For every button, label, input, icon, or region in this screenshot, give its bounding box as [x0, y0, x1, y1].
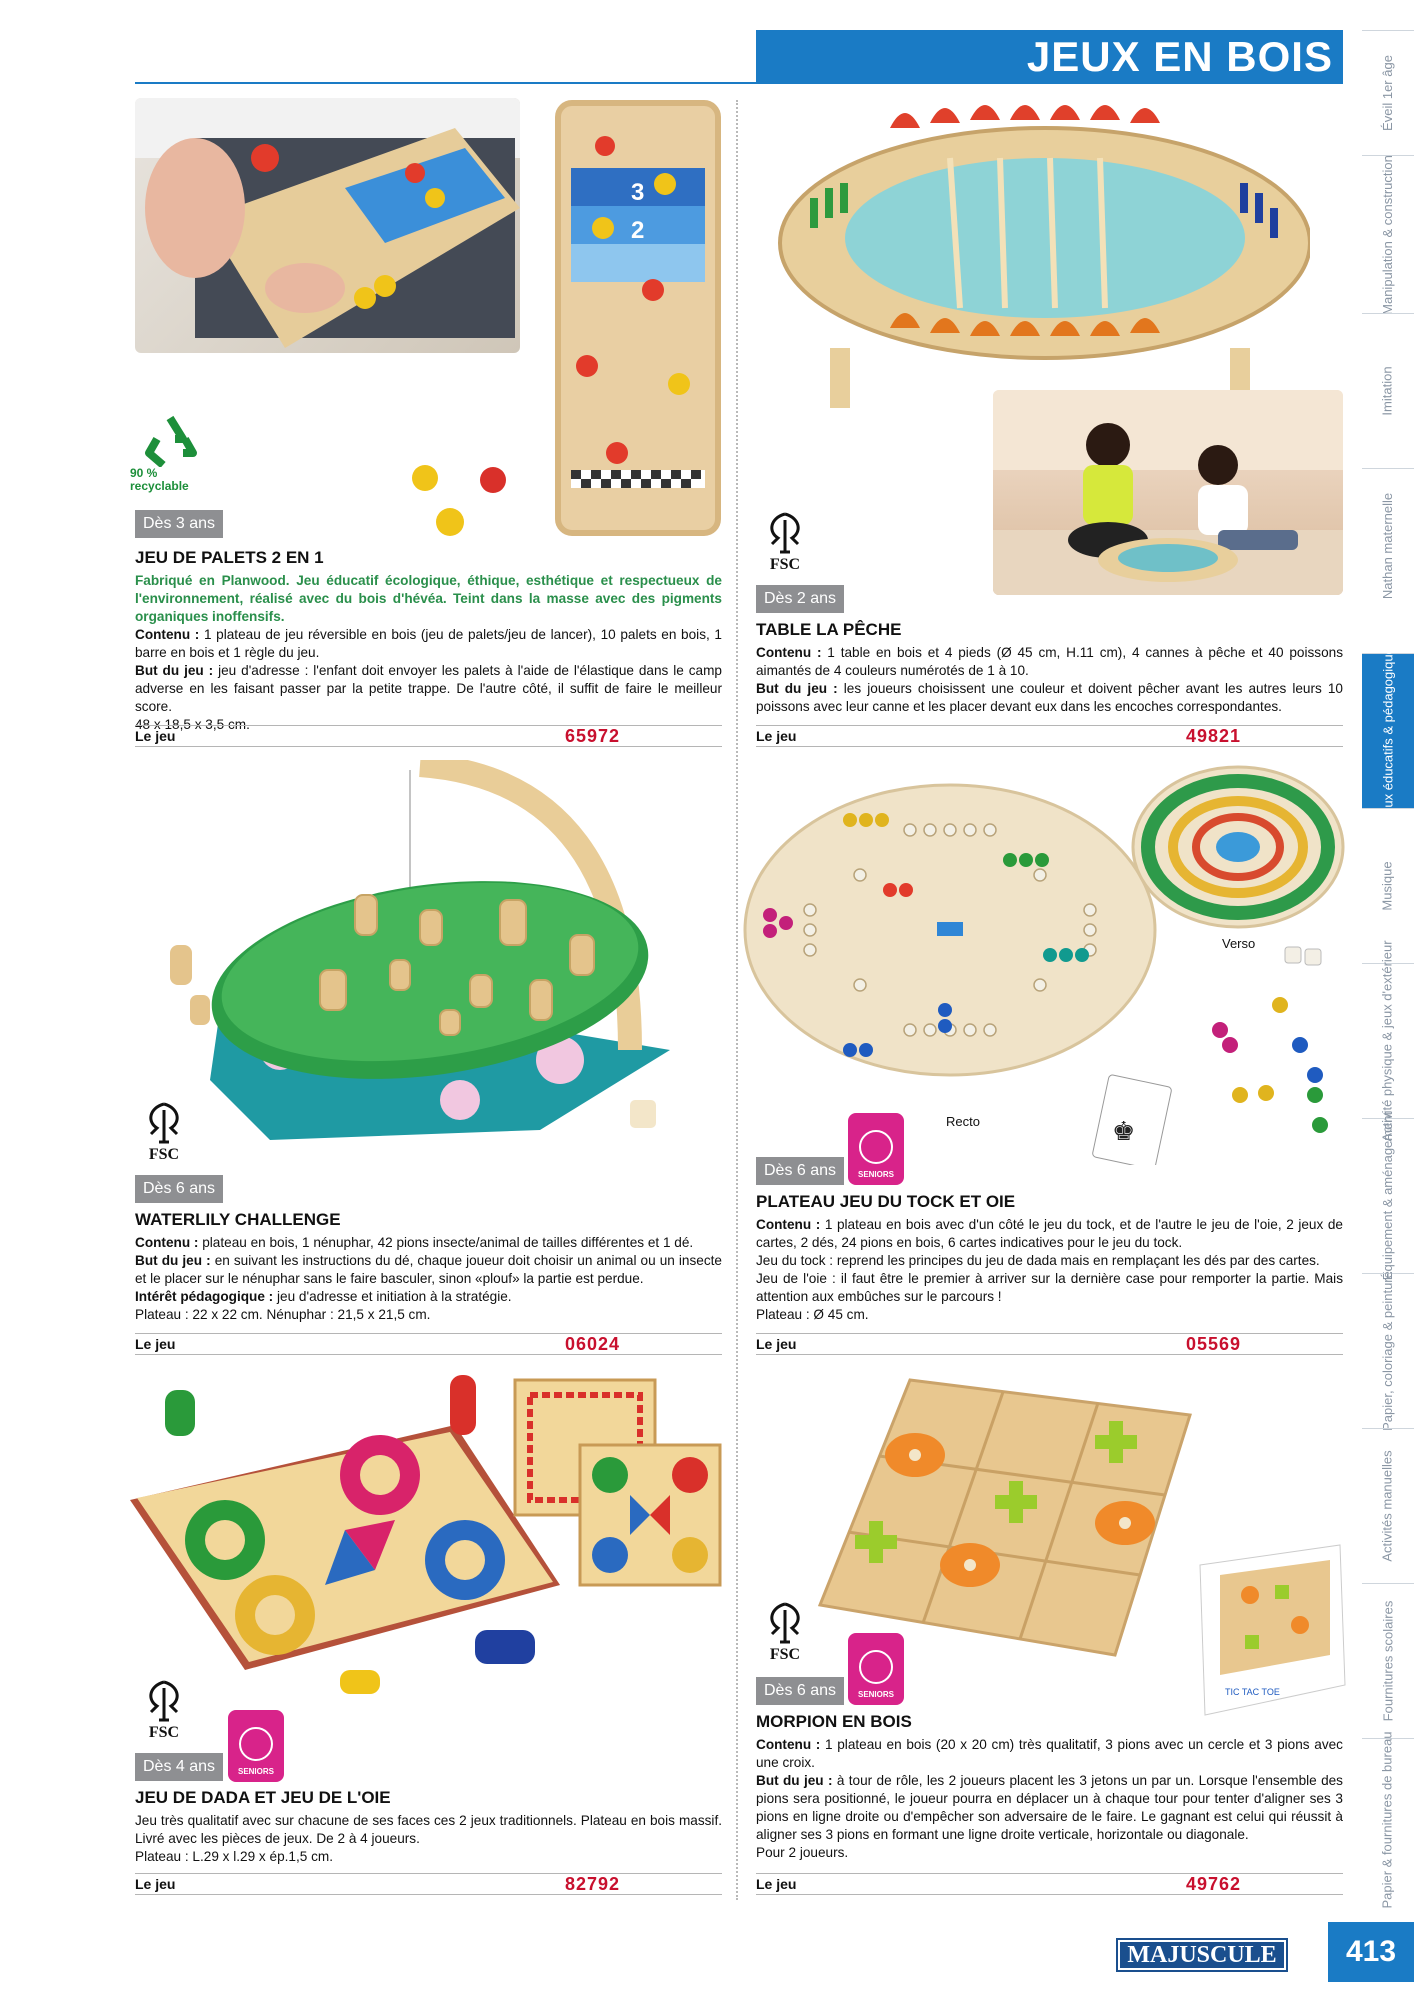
product-title: JEU DE PALETS 2 EN 1	[135, 548, 324, 567]
morpion-box-photo	[1190, 1535, 1350, 1720]
fsc-tree-icon	[760, 510, 810, 556]
peche-children-photo	[993, 390, 1343, 595]
svg-text:2: 2	[631, 217, 645, 244]
age-badge: Dès 6 ans	[135, 1175, 223, 1203]
sidebar-tab-manipulation[interactable]: Manipulation & construction	[1362, 155, 1414, 313]
product-ref[interactable]: 65972	[565, 725, 621, 746]
product-ref[interactable]: 49762	[1186, 1873, 1242, 1894]
product-ref[interactable]: 05569	[1186, 1333, 1242, 1354]
age-badge: Dès 4 ans	[135, 1753, 223, 1781]
section-title: JEUX EN BOIS	[1026, 33, 1333, 80]
fsc-tree-icon	[139, 1678, 189, 1724]
seniors-badge: SENIORS	[228, 1710, 284, 1782]
product-ref[interactable]: 82792	[565, 1873, 621, 1894]
page-number: 413	[1328, 1922, 1414, 1982]
palets-child-illustration	[135, 98, 520, 353]
sidebar-tab-equipement[interactable]: Équipement & aménagement	[1362, 1118, 1414, 1273]
recyclable-text: 90 % recyclable	[130, 466, 189, 493]
fsc-tree-icon	[139, 1100, 189, 1146]
morpion-photo	[815, 1375, 1195, 1660]
sidebar-tab-activites-manuelles[interactable]: Activités manuelles	[1362, 1428, 1414, 1583]
price-unit: Le jeu	[756, 1876, 797, 1892]
category-sidebar	[1362, 30, 1414, 1909]
svg-text:3: 3	[631, 179, 645, 206]
product-dimensions: Plateau : Ø 45 cm.	[756, 1307, 869, 1322]
fsc-badge: FSC	[756, 1600, 814, 1670]
sidebar-tab-activite-physique[interactable]: Activité physique & jeux d'extérieur	[1362, 963, 1414, 1118]
seniors-badge: SENIORS	[848, 1633, 904, 1705]
fsc-tree-icon	[760, 1600, 810, 1646]
age-badge: Dès 2 ans	[756, 585, 844, 613]
product-title: PLATEAU JEU DU TOCK ET OIE	[756, 1192, 1016, 1211]
palets-pucks	[405, 462, 515, 542]
product-dimensions: Plateau : 22 x 22 cm. Nénuphar : 21,5 x 21,5 cm.	[135, 1307, 431, 1322]
sidebar-tab-fournitures-scolaires[interactable]: Fournitures scolaires	[1362, 1583, 1414, 1738]
product-highlight: Fabriqué en Planwood. Jeu éducatif écologique, éthique, esthétique et respectueux de l'environnement, réalisé avec du bois d'hévéa. Teint dans la masse avec des pigments organiques inoffensifs.	[135, 573, 722, 624]
palets-board-photo	[553, 98, 723, 538]
brand-logo: MAJUSCULE	[1118, 1940, 1286, 1970]
verso-caption: Verso	[1222, 936, 1256, 951]
product-interet: Intérêt pédagogique : jeu d'adresse et initiation à la stratégie.	[135, 1289, 512, 1304]
product-palets	[135, 548, 722, 734]
price-row	[756, 725, 1343, 747]
product-ref[interactable]: 06024	[565, 1333, 621, 1354]
oie-board-illustration	[1128, 762, 1348, 932]
fsc-badge: FSC	[135, 1678, 193, 1748]
product-tock-rule: Jeu du tock : reprend les principes du jeu de dada mais en remplaçant les dés par des cartes.	[756, 1253, 1320, 1268]
palets-board-illustration	[553, 98, 723, 538]
price-unit: Le jeu	[135, 728, 176, 744]
peche-table-photo	[770, 98, 1310, 418]
dada-photo	[125, 1370, 725, 1700]
price-row	[756, 1873, 1343, 1895]
product-title: JEU DE DADA ET JEU DE L'OIE	[135, 1788, 391, 1807]
product-oie-rule: Jeu de l'oie : il faut être le premier à arriver sur la dernière case pour remporter la partie. Mais attention aux embûches sur le parcours !	[756, 1271, 1343, 1304]
svg-text:♚: ♚	[1112, 1117, 1136, 1146]
palets-photo-child	[135, 98, 520, 353]
age-badge: Dès 3 ans	[135, 510, 223, 538]
sidebar-tab-musique[interactable]: Musique	[1362, 808, 1414, 963]
sidebar-tab-jeux-educatifs[interactable]: Jeux éducatifs & pédagogiques	[1362, 653, 1414, 808]
header-rule	[135, 82, 757, 84]
product-morpion	[756, 1712, 1343, 1862]
product-dada	[135, 1788, 722, 1866]
product-contenu: Contenu : 1 plateau de jeu réversible en bois (jeu de palets/jeu de lancer), 10 palets en bois, 1 barre en bois et 1 règle du jeu.	[135, 627, 722, 660]
product-peche	[756, 620, 1343, 716]
waterlily-illustration	[160, 760, 680, 1140]
seniors-badge: SENIORS	[848, 1113, 904, 1185]
age-badge: Dès 6 ans	[756, 1157, 844, 1185]
peche-children-illustration	[993, 390, 1343, 595]
tock-pieces	[1090, 945, 1340, 1165]
section-title-banner	[756, 30, 1343, 84]
product-contenu: Contenu : 1 table en bois et 4 pieds (Ø 45 cm, H.11 cm), 4 cannes à pêche et 40 poissons aimantés de 4 couleurs numérotés de 1 à 10.	[756, 645, 1343, 678]
sidebar-tab-eveil[interactable]: Éveil 1er âge	[1362, 30, 1414, 155]
senior-face-icon	[859, 1650, 893, 1684]
waterlily-photo	[160, 760, 680, 1140]
product-waterlily	[135, 1210, 722, 1324]
column-divider	[736, 100, 738, 1900]
product-but: But du jeu : les joueurs choisissent une couleur et doivent pêcher avant les autres leurs 10 poissons avec leur canne et les placer devant eux dans les encoches correspondantes.	[756, 681, 1343, 714]
recto-caption: Recto	[946, 1114, 980, 1129]
dada-illustration	[125, 1370, 725, 1700]
morpion-illustration	[815, 1375, 1195, 1660]
product-tock	[756, 1192, 1343, 1324]
product-contenu: Contenu : plateau en bois, 1 nénuphar, 42 pions insecte/animal de tailles différentes et 1 dé.	[135, 1235, 694, 1250]
recycle-icon	[141, 415, 199, 467]
price-row	[756, 1333, 1343, 1355]
senior-face-icon	[859, 1130, 893, 1164]
product-contenu: Contenu : 1 plateau en bois (20 x 20 cm) très qualitatif, 3 pions avec un cercle et 3 pions avec une croix.	[756, 1737, 1343, 1770]
price-unit: Le jeu	[756, 728, 797, 744]
product-but: But du jeu : jeu d'adresse : l'enfant doit envoyer les palets à l'aide de l'élastique dans le camp adverse en les faisant passer par la petite trappe. De l'autre côté, il suffit de faire le meilleur score.	[135, 663, 722, 714]
price-unit: Le jeu	[135, 1336, 176, 1352]
morpion-box-illustration	[1190, 1535, 1350, 1720]
recyclable-badge	[130, 415, 210, 493]
sidebar-tab-papier-bureau[interactable]: Papier & fournitures de bureau	[1362, 1738, 1414, 1900]
product-contenu: Contenu : 1 plateau en bois avec d'un côté le jeu du tock, et de l'autre le jeu de l'oie, 2 jeux de cartes, 2 dés, 24 pions en bois, 6 cartes indicatives pour le jeu du tock.	[756, 1217, 1343, 1250]
product-but: But du jeu : à tour de rôle, les 2 joueurs placent les 3 jetons un par un. Lorsque l'ensemble des pions sera positionné, le joueur pourra en déplacer un à chaque tour pour tenter d'aligner ses 3 pions en ligne droite ou d'empêcher son adversaire de le faire. Le gagnant est celui qui réussit à aligner ses 3 pions en formant une ligne droite verticale, horizontale ou diagonale.	[756, 1773, 1343, 1842]
product-description: Jeu très qualitatif avec sur chacune de ses faces ces 2 jeux traditionnels. Plateau en bois massif. Livré avec les pièces de jeux. De 2 à 4 joueurs.	[135, 1813, 722, 1846]
product-title: MORPION EN BOIS	[756, 1712, 912, 1731]
sidebar-tab-imitation[interactable]: Imitation	[1362, 313, 1414, 468]
product-dimensions: Plateau : L.29 x l.29 x ép.1,5 cm.	[135, 1849, 333, 1864]
svg-text:TIC TAC TOE: TIC TAC TOE	[1225, 1687, 1280, 1697]
product-ref[interactable]: 49821	[1186, 725, 1242, 746]
product-but: But du jeu : en suivant les instructions du dé, chaque joueur doit choisir un animal ou un insecte et le placer sur le nénuphar sans le faire basculer, sinon «plouf» la partie est perdue.	[135, 1253, 722, 1286]
sidebar-tab-papier-coloriage[interactable]: Papier, coloriage & peinture	[1362, 1273, 1414, 1428]
price-row	[135, 1333, 722, 1355]
fsc-badge: FSC	[135, 1100, 193, 1170]
age-badge: Dès 6 ans	[756, 1677, 844, 1705]
price-row	[135, 725, 722, 747]
price-unit: Le jeu	[135, 1876, 176, 1892]
oie-board-photo	[1128, 762, 1348, 932]
sidebar-tab-nathan[interactable]: Nathan maternelle	[1362, 468, 1414, 623]
price-row	[135, 1873, 722, 1895]
product-title: TABLE LA PÊCHE	[756, 620, 902, 639]
product-players: Pour 2 joueurs.	[756, 1845, 849, 1860]
fsc-badge: FSC	[756, 510, 814, 580]
peche-table-illustration	[770, 98, 1310, 418]
product-dimensions: 48 x 18,5 x 3,5 cm.	[135, 717, 250, 732]
price-unit: Le jeu	[756, 1336, 797, 1352]
product-title: WATERLILY CHALLENGE	[135, 1210, 341, 1229]
senior-face-icon	[239, 1727, 273, 1761]
